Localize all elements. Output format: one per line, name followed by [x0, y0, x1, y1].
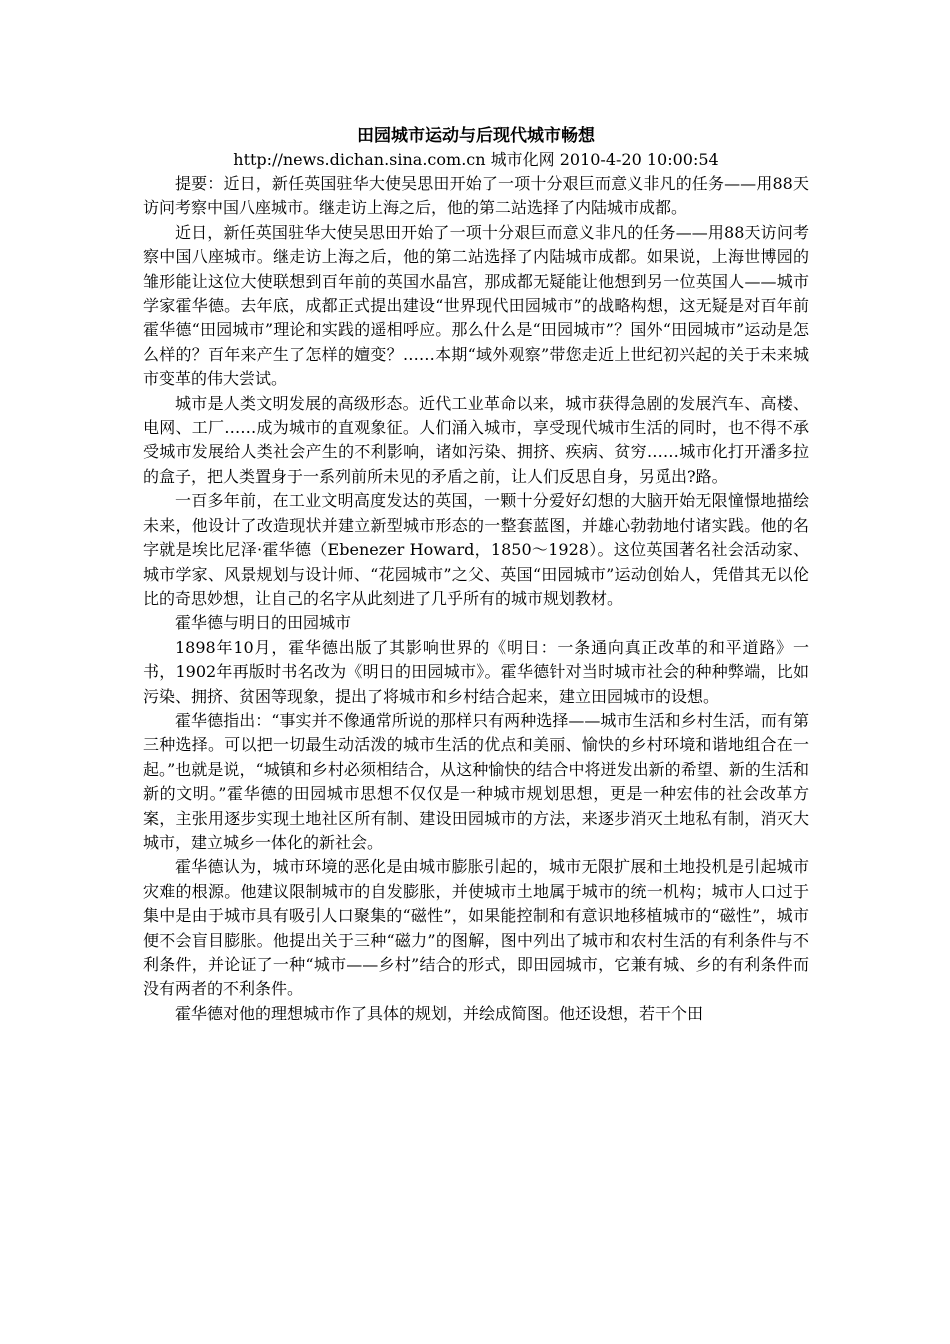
body-paragraph: 城市是人类文明发展的高级形态。近代工业革命以来，城市获得急剧的发展汽车、高楼、电网、工厂……成为城市的直观象征。人们涌入城市，享受现代城市生活的同时，也不得不承受城市发展给人类社会产生的不利影响，诸如污染、拥挤、疾病、贫穷……城市化打开潘多拉的盒子，把人类置身于一系列前所未见的矛盾之前，让人们反思自身，另觅出?路。 [143, 393, 809, 486]
body-paragraph: 霍华德指出：“事实并不像通常所说的那样只有两种选择——城市生活和乡村生活，而有第三种选择。可以把一切最生动活泼的城市生活的优点和美丽、愉快的乡村环境和谐地组合在一起。”也就是说，“城镇和乡村必须相结合，从这种愉快的结合中将迸发出新的希望、新的生活和新的文明。”霍华德的田园城市思想不仅仅是一种城市规划思想，更是一种宏伟的社会改革方案，主张用逐步实现土地社区所有制、建设田园城市的方法，来逐步消灭土地私有制，消灭大城市，建立城乡一体化的新社会。 [143, 710, 809, 852]
body-paragraph: 1898年10月，霍华德出版了其影响世界的《明日：一条通向真正改革的和平道路》一书，1902年再版时书名改为《明日的田园城市》。霍华德针对当时城市社会的种种弊端，比如污染、拥挤、贫困等现象，提出了将城市和乡村结合起来，建立田园城市的设想。 [143, 637, 809, 706]
article-source-line: http://news.dichan.sina.com.cn 城市化网 2010-4-20 10:00:54 [233, 150, 719, 169]
article-title: 田园城市运动与后现代城市畅想 [357, 126, 595, 146]
section-heading: 霍华德与明日的田园城市 [175, 613, 352, 633]
body-paragraph: 近日，新任英国驻华大使吴思田开始了一项十分艰巨而意义非凡的任务——用88天访问考察中国八座城市。继走访上海之后，他的第二站选择了内陆城市成都。如果说，上海世博园的雏形能让这位大使联想到百年前的英国水晶宫，那成都无疑能让他想到另一位英国人——城市学家霍华德。去年底，成都正式提出建设“世界现代田园城市”的战略构想，这无疑是对百年前霍华德“田园城市”理论和实践的遥相呼应。那么什么是“田园城市”？国外“田园城市”运动是怎么样的？百年来产生了怎样的嬗变？……本期“域外观察”带您走近上世纪初兴起的关于未来城市变革的伟大尝试。 [143, 222, 809, 389]
body-paragraph: 霍华德对他的理想城市作了具体的规划，并绘成简图。他还设想，若干个田 [175, 1003, 704, 1023]
summary-paragraph: 提要：近日，新任英国驻华大使吴思田开始了一项十分艰巨而意义非凡的任务——用88天访问考察中国八座城市。继走访上海之后，他的第二站选择了内陆城市成都。 [143, 174, 809, 218]
document-page [143, 124, 809, 1026]
body-paragraph: 霍华德认为，城市环境的恶化是由城市膨胀引起的，城市无限扩展和土地投机是引起城市灾难的根源。他建议限制城市的自发膨胀，并使城市土地属于城市的统一机构；城市人口过于集中是由于城市具有吸引人口聚集的“磁性”，如果能控制和有意识地移植城市的“磁性”，城市便不会盲目膨胀。他提出关于三种“磁力”的图解，图中列出了城市和农村生活的有利条件与不利条件，并论证了一种“城市——乡村”结合的形式，即田园城市，它兼有城、乡的有利条件而没有两者的不利条件。 [143, 857, 809, 999]
body-paragraph: 一百多年前，在工业文明高度发达的英国，一颗十分爱好幻想的大脑开始无限憧憬地描绘未来，他设计了改造现状并建立新型城市形态的一整套蓝图，并雄心勃勃地付诸实践。他的名字就是埃比尼泽·霍华德（Ebenezer Howard，1850～1928）。这位英国著名社会活动家、城市学家、风景规划与设计师、“花园城市”之父、英国“田园城市”运动创始人，凭借其无以伦比的奇思妙想，让自己的名字从此刻进了几乎所有的城市规划教材。 [143, 491, 809, 608]
